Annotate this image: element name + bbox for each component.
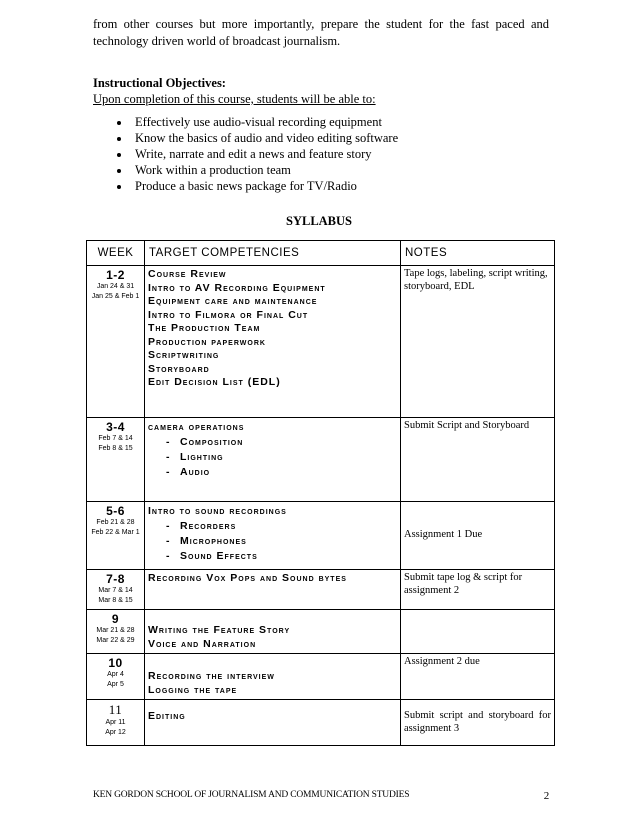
table-row (87, 654, 555, 700)
syllabus-table (86, 240, 555, 746)
competency-subitem: - Microphones (166, 535, 247, 547)
table-row (87, 610, 555, 654)
week-cell (87, 610, 145, 654)
competency-item: Recording the interview (148, 670, 275, 682)
objective-item: • Know the basics of audio and video editing software (131, 130, 398, 146)
competency-item: Writing the Feature Story (148, 624, 291, 636)
competency-item: Intro to AV Recording Equipment (148, 281, 326, 294)
competency-subitem: - Composition (166, 436, 244, 448)
table-header-row (87, 241, 555, 266)
week-number: 10 (108, 656, 123, 670)
week-cell (87, 700, 145, 746)
competency-subitem: - Lighting (166, 451, 224, 463)
notes-cell: Tape logs, labeling, script writing, storyboard, EDL (401, 266, 555, 418)
week-dates: Apr 12 (105, 729, 126, 736)
competency-item: Voice and Narration (148, 637, 257, 650)
week-number: 1-2 (106, 268, 125, 282)
week-dates: Apr 5 (107, 681, 124, 688)
table-row (87, 266, 555, 418)
week-dates: Feb 8 & 15 (98, 445, 133, 452)
competency-item: Edit Decision List (EDL) (148, 376, 281, 388)
competency-item: Course Review (148, 268, 227, 280)
header-notes: NOTES (401, 241, 555, 266)
week-dates: Mar 22 & 29 (96, 637, 135, 644)
competency-item: Logging the tape (148, 683, 238, 696)
header-competencies: TARGET COMPETENCIES (145, 241, 401, 266)
notes-cell: Assignment 2 due (401, 654, 555, 700)
competency-item: Equipment care and maintenance (148, 295, 318, 307)
competency-item: The Production Team (148, 322, 261, 334)
competency-subitem: - Recorders (166, 520, 237, 532)
objective-item: • Effectively use audio-visual recording equipment (131, 114, 398, 130)
week-number: 3-4 (106, 420, 125, 434)
table-row (87, 418, 555, 502)
week-dates: Feb 21 & 28 (96, 519, 135, 526)
week-dates: Apr 11 (105, 719, 126, 726)
objectives-heading: Instructional Objectives: (93, 76, 226, 90)
week-number: 5-6 (106, 504, 125, 518)
competencies-cell (145, 418, 401, 502)
week-dates: Feb 7 & 14 (98, 435, 133, 442)
competencies-cell (145, 502, 401, 570)
competency-item: Editing (148, 710, 186, 722)
table-row (87, 570, 555, 610)
competency-subitem: - Sound Effects (166, 550, 258, 562)
intro-paragraph: from other courses but more importantly, prepare the student for the fast paced and technology driven world of broadcast journalism. (93, 17, 549, 48)
week-dates: Mar 7 & 14 (98, 587, 133, 594)
notes-cell: Submit script and storyboard for assignment 3 (401, 700, 555, 746)
week-cell (87, 502, 145, 570)
competency-item: Storyboard (148, 362, 210, 375)
competency-item: Recording Vox Pops and Sound bytes (148, 572, 347, 584)
competencies-cell (145, 700, 401, 746)
notes-cell: Assignment 1 Due (401, 502, 555, 570)
competency-item: Scriptwriting (148, 349, 220, 361)
competency-item: Intro to Filmora or Final Cut (148, 308, 309, 321)
competency-item: Production paperwork (148, 335, 266, 348)
week-cell (87, 266, 145, 418)
footer-school-name: KEN GORDON SCHOOL OF JOURNALISM AND COMMUNICATION STUDIES (93, 790, 410, 800)
objective-item: • Produce a basic news package for TV/Radio (131, 178, 398, 194)
objectives-list (93, 114, 398, 194)
syllabus-title: SYLLABUS (286, 214, 352, 228)
table-row (87, 700, 555, 746)
competency-item: Intro to sound recordings (148, 505, 287, 517)
week-cell (87, 570, 145, 610)
notes-cell: Submit Script and Storyboard (401, 418, 555, 502)
header-week: WEEK (87, 241, 145, 266)
week-number: 11 (108, 702, 123, 717)
footer (93, 790, 549, 800)
competencies-cell (145, 266, 401, 418)
competencies-cell (145, 570, 401, 610)
week-dates: Jan 24 & 31 (96, 283, 135, 290)
competency-item: camera operations (148, 421, 245, 433)
page-number: 2 (543, 790, 549, 802)
week-dates: Mar 21 & 28 (96, 627, 135, 634)
competencies-cell (145, 610, 401, 654)
objective-item: • Work within a production team (131, 162, 398, 178)
week-dates: Apr 4 (107, 671, 124, 678)
table-row (87, 502, 555, 570)
notes-cell (401, 610, 555, 654)
week-dates: Feb 22 & Mar 1 (91, 529, 140, 536)
competencies-cell (145, 654, 401, 700)
week-dates: Mar 8 & 15 (98, 597, 133, 604)
week-number: 7-8 (106, 572, 125, 586)
week-dates: Jan 25 & Feb 1 (91, 293, 140, 300)
week-cell (87, 654, 145, 700)
objective-item: • Write, narrate and edit a news and feature story (131, 146, 398, 162)
competency-subitem: - Audio (166, 466, 211, 478)
week-number: 9 (111, 612, 120, 626)
week-cell (87, 418, 145, 502)
notes-cell: Submit tape log & script for assignment 2 (401, 570, 555, 610)
objectives-subheading: Upon completion of this course, students will be able to: (93, 92, 376, 106)
